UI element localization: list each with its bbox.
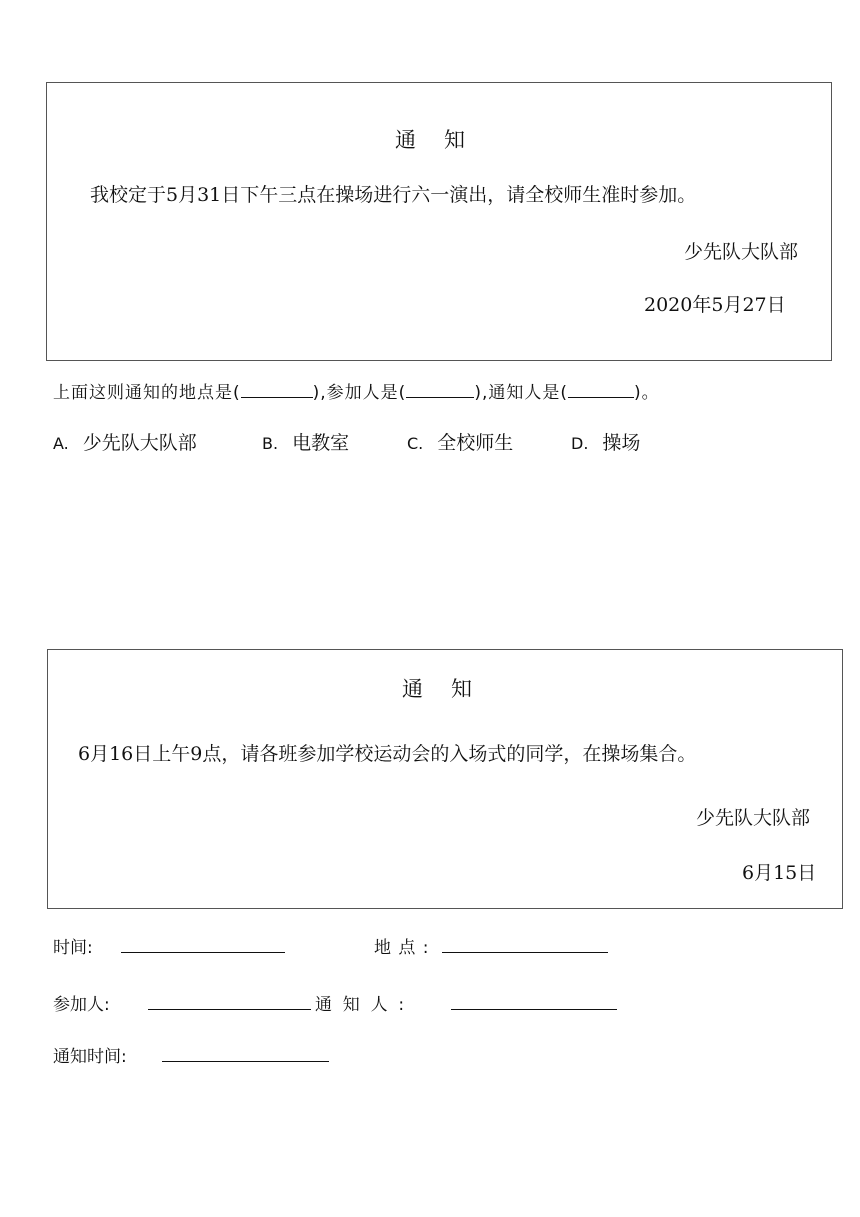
option-c-letter: C. <box>407 434 424 453</box>
notice-1-signature: 少先队大队部 <box>684 241 799 263</box>
prompt-part-c: ),通知人是( <box>474 383 568 403</box>
notice-2-title <box>402 673 472 703</box>
notice-time-input-line[interactable] <box>162 1044 329 1062</box>
notice-2-signature: 少先队大队部 <box>696 807 811 829</box>
time-input-line[interactable] <box>121 935 285 953</box>
notice-1-date: 2020年5月27日 <box>644 294 786 316</box>
prompt-part-d: )。 <box>633 383 660 403</box>
place-input-line[interactable] <box>442 935 608 953</box>
answer-blank-participants[interactable] <box>406 380 474 398</box>
option-a-text: 少先队大队部 <box>82 432 197 454</box>
notice-2-body: 6月16日上午9点，请各班参加学校运动会的入场式的同学，在操场集合。 <box>78 743 697 765</box>
answer-blank-place[interactable] <box>241 380 313 398</box>
option-a-letter: A. <box>53 434 69 453</box>
option-a[interactable] <box>53 428 197 455</box>
option-d[interactable] <box>571 428 640 455</box>
notice-1-title-char-2: 知 <box>444 128 465 152</box>
answer-blank-notifier[interactable] <box>568 380 634 398</box>
participants-label: 参加人: <box>53 995 110 1015</box>
option-b[interactable] <box>262 428 349 455</box>
question-1-prompt <box>53 378 660 403</box>
notice-1-body: 我校定于5月31日下午三点在操场进行六一演出，请全校师生准时参加。 <box>90 184 697 206</box>
notice-2-title-char-1: 通 <box>402 677 423 701</box>
notice-2-title-char-2: 知 <box>451 677 472 701</box>
option-d-text: 操场 <box>602 432 641 454</box>
option-c-text: 全校师生 <box>437 432 514 454</box>
option-c[interactable] <box>407 428 513 455</box>
notice-2-date: 6月15日 <box>742 862 817 884</box>
prompt-part-a: 上面这则通知的地点是( <box>53 383 241 403</box>
prompt-part-b: ),参加人是( <box>312 383 407 403</box>
notifier-label: 通 知 人 : <box>315 995 405 1015</box>
notice-time-label: 通知时间: <box>53 1047 127 1067</box>
participants-input-line[interactable] <box>148 992 311 1010</box>
option-b-text: 电教室 <box>292 432 350 454</box>
place-label: 地 点 : <box>374 938 430 958</box>
option-d-letter: D. <box>571 434 589 453</box>
option-b-letter: B. <box>262 434 279 453</box>
notice-1-title-char-1: 通 <box>395 128 416 152</box>
notice-1-title <box>395 124 465 154</box>
time-label: 时间: <box>53 938 93 958</box>
notifier-input-line[interactable] <box>451 992 617 1010</box>
